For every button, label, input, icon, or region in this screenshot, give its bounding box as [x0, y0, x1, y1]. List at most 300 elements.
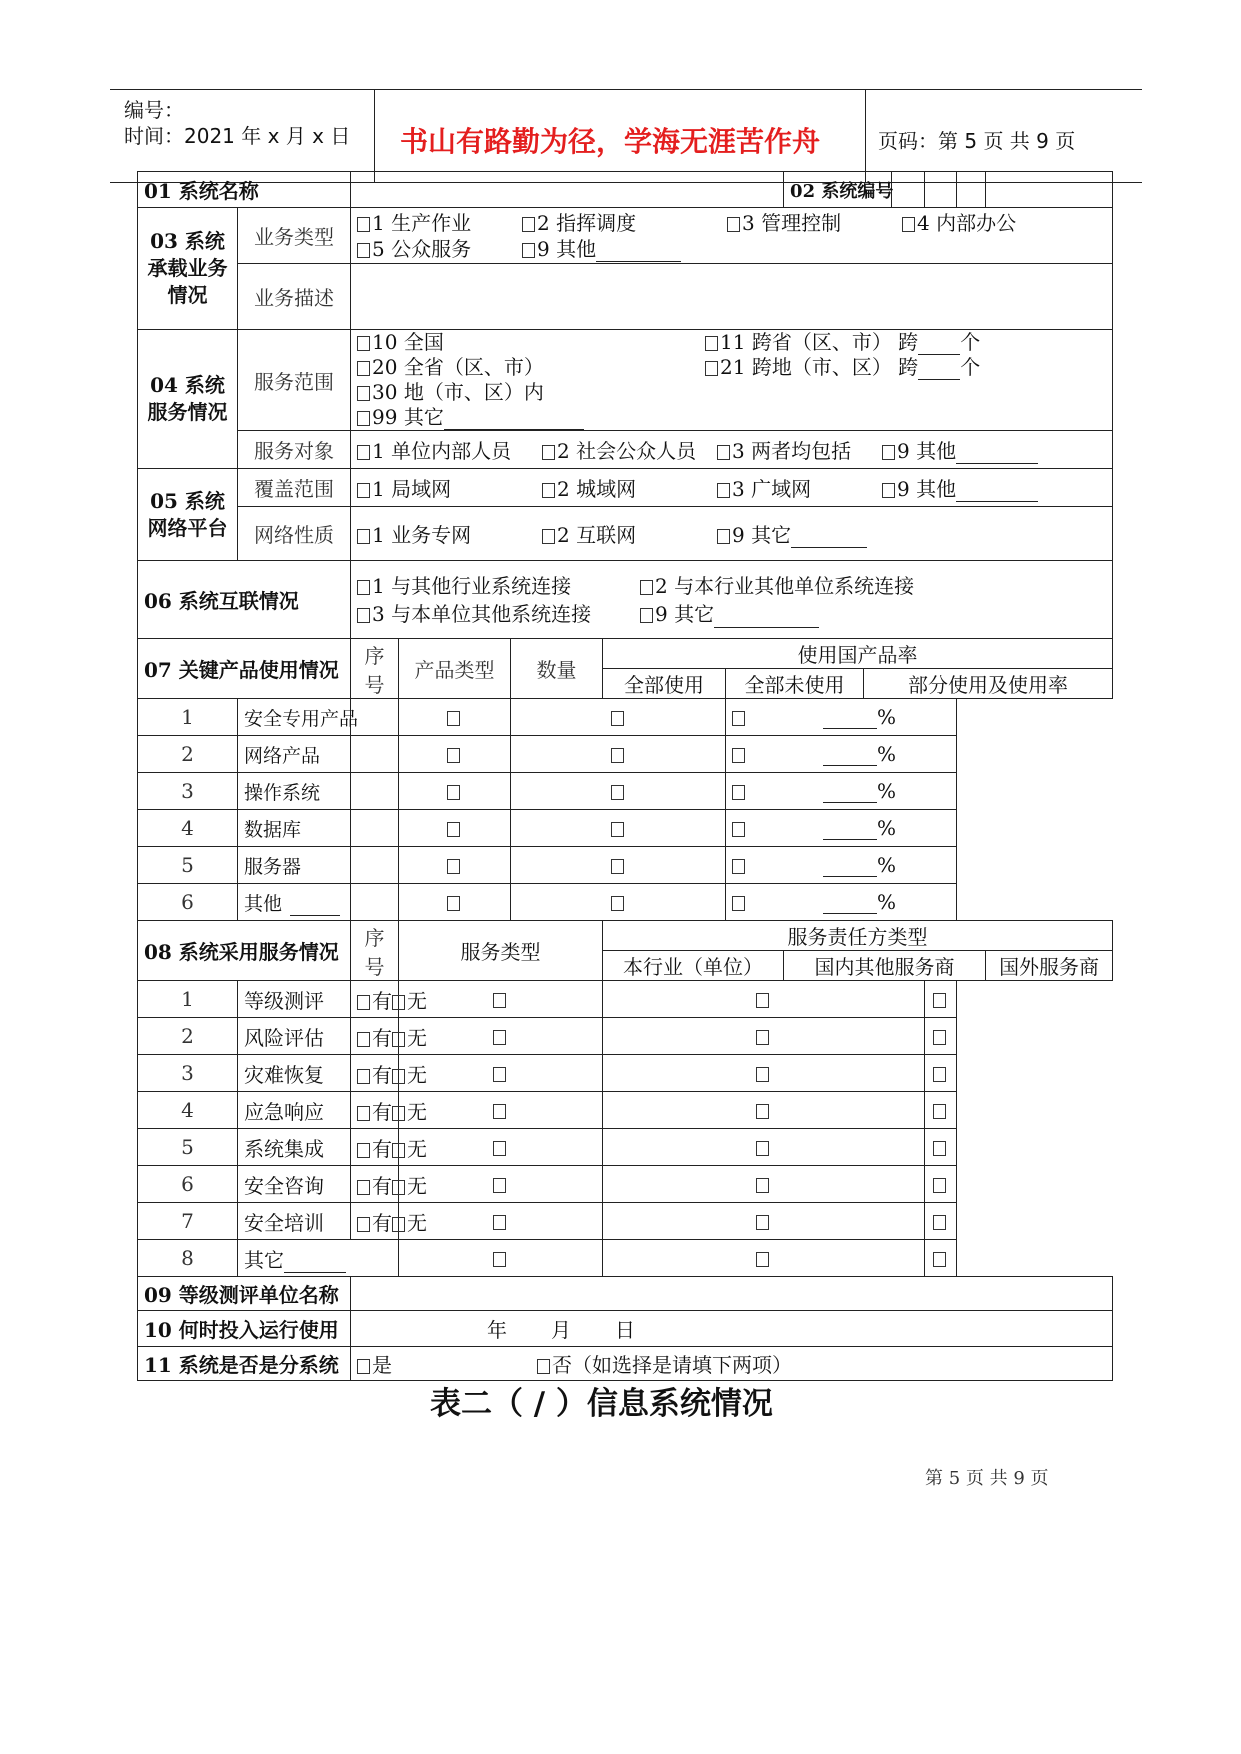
service-have: 有 无 — [351, 1166, 399, 1203]
network-nature-options — [351, 507, 1113, 561]
checkbox-icon[interactable] — [542, 483, 555, 498]
products-type-header: 产品类型 — [399, 639, 511, 699]
product-all-used[interactable] — [399, 884, 511, 921]
row-system-name — [138, 172, 1113, 208]
checkbox-icon[interactable] — [357, 608, 370, 623]
service-type: 其它 — [238, 1240, 399, 1277]
product-partial-used[interactable] — [726, 773, 957, 810]
table-title: 表二（ / ）信息系统情况 — [430, 1386, 773, 1422]
service-seq: 3 — [138, 1055, 238, 1092]
checkbox-icon[interactable] — [882, 483, 895, 498]
assessment-unit-label: 09 等级测评单位名称 — [138, 1277, 351, 1311]
interconnect-other-blank[interactable] — [714, 609, 819, 628]
coverage-opt-1[interactable]: 1 局域网 — [357, 473, 542, 502]
scope-opt-11[interactable]: 11 跨省（区、市） 跨 个 — [705, 330, 980, 355]
subsystem-no[interactable]: 否（如选择是请填下两项） — [537, 1349, 792, 1378]
business-opt-3[interactable]: 3 管理控制 — [727, 210, 902, 236]
checkbox-icon[interactable] — [902, 217, 915, 232]
service-have: 有 无 — [351, 1203, 399, 1240]
header-divider-left — [374, 89, 375, 182]
checkbox-icon[interactable] — [933, 993, 946, 1008]
service-industry[interactable] — [399, 1129, 603, 1166]
checkbox-icon[interactable] — [732, 711, 745, 726]
row-business-desc — [138, 264, 1113, 330]
product-type: 数据库 — [238, 810, 351, 847]
checkbox-icon[interactable] — [357, 386, 370, 401]
checkbox-icon[interactable] — [357, 445, 370, 460]
checkbox-icon[interactable] — [447, 896, 460, 911]
product-all-used[interactable] — [399, 847, 511, 884]
service-have: 有 无 — [351, 1055, 399, 1092]
product-seq: 4 — [138, 810, 238, 847]
product-all-used[interactable] — [399, 736, 511, 773]
service-row — [138, 1055, 1113, 1092]
checkbox-icon[interactable] — [717, 445, 730, 460]
checkbox-icon[interactable] — [611, 896, 624, 911]
service-industry[interactable] — [399, 1092, 603, 1129]
business-opt-4[interactable]: 4 内部办公 — [902, 210, 1016, 236]
service-row — [138, 1166, 1113, 1203]
service-type: 风险评估 — [238, 1018, 351, 1055]
checkbox-icon[interactable] — [493, 1067, 506, 1082]
checkbox-icon[interactable] — [357, 580, 370, 595]
checkbox-icon[interactable] — [357, 361, 370, 376]
service-seq: 1 — [138, 981, 238, 1018]
coverage-other-blank[interactable] — [956, 483, 1038, 502]
service-foreign[interactable] — [925, 1166, 957, 1203]
checkbox-icon[interactable] — [933, 1141, 946, 1156]
service-type: 安全培训 — [238, 1203, 351, 1240]
service-scope-label: 服务范围 — [238, 330, 351, 431]
product-seq: 1 — [138, 699, 238, 736]
checkbox-icon[interactable] — [640, 580, 653, 595]
nature-opt-9[interactable]: 9 其它 — [717, 519, 867, 548]
checkbox-icon[interactable] — [357, 995, 370, 1010]
product-none-used[interactable] — [511, 736, 726, 773]
checkbox-icon[interactable] — [392, 1106, 405, 1121]
checkbox-icon[interactable] — [882, 445, 895, 460]
checkbox-icon[interactable] — [542, 445, 555, 460]
checkbox-icon[interactable] — [933, 1215, 946, 1230]
checkbox-icon[interactable] — [392, 1180, 405, 1195]
product-rate-blank[interactable] — [823, 858, 877, 877]
interconnect-opt-3[interactable]: 3 与本单位其他系统连接 — [357, 600, 640, 628]
system-number-cell-4[interactable] — [986, 172, 1113, 208]
checkbox-icon[interactable] — [705, 336, 718, 351]
services-foreign-header: 国外服务商 — [986, 951, 1113, 981]
document-number-label: 编号： — [124, 98, 184, 122]
product-none-used[interactable] — [511, 773, 726, 810]
checkbox-icon[interactable] — [732, 896, 745, 911]
operation-date-field[interactable] — [351, 1311, 1113, 1347]
row-network-nature — [138, 507, 1113, 561]
product-partial-used[interactable] — [726, 736, 957, 773]
product-other-blank[interactable] — [290, 897, 340, 916]
services-domestic-header: 国内其他服务商 — [784, 951, 986, 981]
service-seq: 8 — [138, 1240, 238, 1277]
checkbox-icon[interactable] — [357, 1106, 370, 1121]
products-partial-header: 部分使用及使用率 — [864, 669, 1113, 699]
nature-opt-2[interactable]: 2 互联网 — [542, 519, 717, 548]
system-number-cell-3[interactable] — [957, 172, 986, 208]
header-divider-right — [865, 89, 866, 182]
checkbox-icon[interactable] — [357, 217, 370, 232]
checkbox-icon[interactable] — [756, 1215, 769, 1230]
row-coverage — [138, 469, 1113, 507]
operation-date-label: 10 何时投入运行使用 — [138, 1311, 351, 1347]
assessment-unit-field[interactable] — [351, 1277, 1113, 1311]
checkbox-icon[interactable] — [732, 822, 745, 837]
product-row — [138, 699, 1113, 736]
system-number-label: 02 系统编号 — [784, 172, 892, 208]
service-industry[interactable] — [399, 1018, 603, 1055]
product-quantity[interactable] — [351, 736, 399, 773]
product-none-used[interactable] — [511, 810, 726, 847]
checkbox-icon[interactable] — [493, 1252, 506, 1267]
business-section-text: 03 系统承载业务情况 — [147, 229, 228, 307]
motto-banner: 书山有路勤为径，学海无涯苦作舟 — [400, 125, 821, 158]
checkbox-icon[interactable] — [357, 483, 370, 498]
service-row — [138, 1129, 1113, 1166]
interconnect-opt-2[interactable]: 2 与本行业其他单位系统连接 — [640, 572, 914, 600]
system-info-form — [137, 171, 1113, 1381]
checkbox-icon[interactable] — [611, 748, 624, 763]
checkbox-icon[interactable] — [727, 217, 740, 232]
product-seq: 6 — [138, 884, 238, 921]
service-seq: 4 — [138, 1092, 238, 1129]
service-section-label: 04 系统服务情况 — [138, 330, 238, 469]
system-number-cell-1[interactable] — [892, 172, 925, 208]
header-top-line — [110, 89, 1142, 90]
checkbox-icon[interactable] — [357, 1069, 370, 1084]
checkbox-icon[interactable] — [493, 993, 506, 1008]
checkbox-icon[interactable] — [493, 1141, 506, 1156]
checkbox-icon[interactable] — [705, 361, 718, 376]
product-row — [138, 810, 1113, 847]
network-section-label: 05 系统网络平台 — [138, 469, 238, 561]
checkbox-icon[interactable] — [537, 1359, 550, 1374]
product-type: 其他 — [238, 884, 351, 921]
product-rate-blank[interactable] — [823, 895, 877, 914]
coverage-label: 覆盖范围 — [238, 469, 351, 507]
row-service-object — [138, 431, 1113, 469]
checkbox-icon[interactable] — [717, 529, 730, 544]
checkbox-icon[interactable] — [732, 748, 745, 763]
service-seq: 2 — [138, 1018, 238, 1055]
products-seq-header: 序号 — [351, 639, 399, 699]
scope-other-blank[interactable] — [444, 411, 584, 430]
percent-sign: % — [877, 742, 897, 766]
object-opt-3[interactable]: 3 两者均包括 — [717, 435, 882, 464]
service-domestic[interactable] — [603, 981, 925, 1018]
checkbox-icon[interactable] — [756, 1141, 769, 1156]
product-type: 网络产品 — [238, 736, 351, 773]
product-seq: 3 — [138, 773, 238, 810]
row-business-type — [138, 208, 1113, 264]
service-type: 等级测评 — [238, 981, 351, 1018]
checkbox-icon[interactable] — [357, 1180, 370, 1195]
product-quantity[interactable] — [351, 884, 399, 921]
service-industry[interactable] — [399, 1055, 603, 1092]
percent-sign: % — [877, 779, 897, 803]
checkbox-icon[interactable] — [717, 483, 730, 498]
checkbox-icon[interactable] — [447, 785, 460, 800]
checkbox-icon[interactable] — [640, 608, 653, 623]
service-domestic[interactable] — [603, 1092, 925, 1129]
checkbox-icon[interactable] — [392, 1143, 405, 1158]
services-industry-header: 本行业（单位） — [603, 951, 784, 981]
interconnection-options — [351, 561, 1113, 639]
service-object-label: 服务对象 — [238, 431, 351, 469]
checkbox-icon[interactable] — [493, 1215, 506, 1230]
checkbox-icon[interactable] — [493, 1178, 506, 1193]
checkbox-icon[interactable] — [756, 1178, 769, 1193]
product-partial-used[interactable] — [726, 847, 957, 884]
service-seq: 7 — [138, 1203, 238, 1240]
coverage-opt-9[interactable]: 9 其他 — [882, 473, 1038, 502]
service-foreign[interactable] — [925, 1018, 957, 1055]
product-type: 操作系统 — [238, 773, 351, 810]
checkbox-icon[interactable] — [933, 1104, 946, 1119]
product-all-used[interactable] — [399, 699, 511, 736]
checkbox-icon[interactable] — [522, 243, 535, 258]
product-seq: 5 — [138, 847, 238, 884]
business-other-blank[interactable] — [596, 243, 681, 262]
year-label: 年 — [487, 1318, 508, 1342]
nature-opt-1[interactable]: 1 业务专网 — [357, 519, 542, 548]
object-opt-9[interactable]: 9 其他 — [882, 435, 1038, 464]
checkbox-icon[interactable] — [542, 529, 555, 544]
checkbox-icon[interactable] — [392, 995, 405, 1010]
service-type: 安全咨询 — [238, 1166, 351, 1203]
percent-sign: % — [877, 890, 897, 914]
object-other-blank[interactable] — [956, 445, 1038, 464]
checkbox-icon[interactable] — [611, 785, 624, 800]
service-type: 系统集成 — [238, 1129, 351, 1166]
service-industry[interactable] — [399, 981, 603, 1018]
row-assessment-unit — [138, 1277, 1113, 1311]
services-type-header: 服务类型 — [399, 921, 603, 981]
service-row — [138, 1018, 1113, 1055]
checkbox-icon[interactable] — [522, 217, 535, 232]
product-row — [138, 736, 1113, 773]
product-row — [138, 773, 1113, 810]
product-row — [138, 884, 1113, 921]
product-none-used[interactable] — [511, 847, 726, 884]
scope-opt-20[interactable]: 20 全省（区、市） — [357, 355, 705, 380]
row-operation-date — [138, 1311, 1113, 1347]
checkbox-icon[interactable] — [732, 785, 745, 800]
scope-opt-21[interactable]: 21 跨地（市、区） 跨 个 — [705, 355, 980, 380]
service-foreign[interactable] — [925, 1055, 957, 1092]
product-seq: 2 — [138, 736, 238, 773]
business-opt-5[interactable]: 5 公众服务 — [357, 236, 522, 262]
products-none-header: 全部未使用 — [726, 669, 864, 699]
checkbox-icon[interactable] — [357, 529, 370, 544]
checkbox-icon[interactable] — [357, 336, 370, 351]
product-type: 服务器 — [238, 847, 351, 884]
service-foreign[interactable] — [925, 1203, 957, 1240]
checkbox-icon[interactable] — [392, 1032, 405, 1047]
checkbox-icon[interactable] — [611, 711, 624, 726]
checkbox-icon[interactable] — [756, 1030, 769, 1045]
day-label: 日 — [615, 1318, 636, 1342]
service-industry[interactable] — [399, 1203, 603, 1240]
product-all-used[interactable] — [399, 773, 511, 810]
row-products-header-1 — [138, 639, 1113, 669]
scope-11-count-blank[interactable] — [918, 336, 960, 355]
product-quantity[interactable] — [351, 773, 399, 810]
object-opt-1[interactable]: 1 单位内部人员 — [357, 435, 542, 464]
service-scope-options — [351, 330, 1113, 431]
percent-sign: % — [877, 816, 897, 840]
checkbox-icon[interactable] — [357, 1032, 370, 1047]
checkbox-icon[interactable] — [933, 1030, 946, 1045]
business-type-options — [351, 208, 1113, 264]
product-row — [138, 847, 1113, 884]
service-domestic[interactable] — [603, 1055, 925, 1092]
business-opt-1[interactable]: 1 生产作业 — [357, 210, 522, 236]
service-row — [138, 1092, 1113, 1129]
scope-opt-30[interactable]: 30 地（市、区）内 — [357, 380, 544, 405]
row-subsystem — [138, 1347, 1113, 1381]
document-time-label: 时间：2021 年 x 月 x 日 — [124, 124, 351, 148]
service-industry[interactable] — [399, 1240, 603, 1277]
system-name-field[interactable] — [351, 172, 784, 208]
product-rate-blank[interactable] — [823, 747, 877, 766]
product-rate-blank[interactable] — [823, 784, 877, 803]
checkbox-icon[interactable] — [392, 1069, 405, 1084]
network-nature-label: 网络性质 — [238, 507, 351, 561]
scope-opt-10[interactable]: 10 全国 — [357, 330, 705, 355]
month-label: 月 — [551, 1318, 572, 1342]
service-seq: 5 — [138, 1129, 238, 1166]
service-seq: 6 — [138, 1166, 238, 1203]
product-rate-blank[interactable] — [823, 710, 877, 729]
service-row — [138, 1203, 1113, 1240]
product-none-used[interactable] — [511, 699, 726, 736]
checkbox-icon[interactable] — [756, 993, 769, 1008]
services-seq-header: 序号 — [351, 921, 399, 981]
service-row — [138, 1240, 1113, 1277]
service-domestic[interactable] — [603, 1240, 925, 1277]
scope-opt-99[interactable]: 99 其它 — [357, 405, 584, 430]
checkbox-icon[interactable] — [447, 859, 460, 874]
service-domestic[interactable] — [603, 1166, 925, 1203]
checkbox-icon[interactable] — [611, 859, 624, 874]
services-resp-header: 服务责任方类型 — [603, 921, 1113, 951]
service-foreign[interactable] — [925, 1129, 957, 1166]
percent-sign: % — [877, 853, 897, 877]
row-service-scope — [138, 330, 1113, 431]
service-row — [138, 981, 1113, 1018]
service-domestic[interactable] — [603, 1203, 925, 1240]
product-partial-used[interactable] — [726, 810, 957, 847]
system-number-cell-2[interactable] — [925, 172, 957, 208]
key-products-label: 07 关键产品使用情况 — [138, 639, 351, 699]
service-domestic[interactable] — [603, 1129, 925, 1166]
subsystem-yes[interactable]: 是 — [357, 1349, 537, 1378]
subsystem-options — [351, 1347, 1113, 1381]
interconnect-opt-9[interactable]: 9 其它 — [640, 600, 819, 628]
business-desc-label: 业务描述 — [238, 264, 351, 330]
products-all-header: 全部使用 — [603, 669, 726, 699]
service-other-blank[interactable] — [284, 1254, 346, 1273]
interconnection-label: 06 系统互联情况 — [138, 561, 351, 639]
checkbox-icon[interactable] — [447, 748, 460, 763]
checkbox-icon[interactable] — [357, 411, 370, 426]
service-type: 应急响应 — [238, 1092, 351, 1129]
service-foreign[interactable] — [925, 1240, 957, 1277]
checkbox-icon[interactable] — [756, 1252, 769, 1267]
business-opt-9[interactable]: 9 其他 — [522, 236, 681, 262]
checkbox-icon[interactable] — [357, 1143, 370, 1158]
coverage-opt-2[interactable]: 2 城域网 — [542, 473, 717, 502]
coverage-options — [351, 469, 1113, 507]
checkbox-icon[interactable] — [447, 822, 460, 837]
checkbox-icon[interactable] — [493, 1030, 506, 1045]
product-quantity[interactable] — [351, 847, 399, 884]
coverage-opt-3[interactable]: 3 广域网 — [717, 473, 882, 502]
checkbox-icon[interactable] — [933, 1252, 946, 1267]
checkbox-icon[interactable] — [357, 243, 370, 258]
product-all-used[interactable] — [399, 810, 511, 847]
service-industry[interactable] — [399, 1166, 603, 1203]
row-services-header-1 — [138, 921, 1113, 951]
checkbox-icon[interactable] — [933, 1178, 946, 1193]
checkbox-icon[interactable] — [493, 1104, 506, 1119]
checkbox-icon[interactable] — [357, 1359, 370, 1374]
checkbox-icon[interactable] — [933, 1067, 946, 1082]
business-section-label — [138, 208, 238, 330]
product-rate-blank[interactable] — [823, 821, 877, 840]
checkbox-icon[interactable] — [732, 859, 745, 874]
business-desc-field[interactable] — [351, 264, 1113, 330]
product-partial-used[interactable] — [726, 699, 957, 736]
nature-other-blank[interactable] — [791, 529, 867, 548]
scope-21-count-blank[interactable] — [918, 361, 960, 380]
object-opt-2[interactable]: 2 社会公众人员 — [542, 435, 717, 464]
subsystem-label: 11 系统是否是分系统 — [138, 1347, 351, 1381]
products-rate-header: 使用国产品率 — [603, 639, 1113, 669]
service-have: 有 无 — [351, 981, 399, 1018]
row-interconnection — [138, 561, 1113, 639]
service-domestic[interactable] — [603, 1018, 925, 1055]
products-qty-header: 数量 — [511, 639, 603, 699]
interconnect-opt-1[interactable]: 1 与其他行业系统连接 — [357, 572, 640, 600]
product-partial-used[interactable] — [726, 884, 957, 921]
service-type: 灾难恢复 — [238, 1055, 351, 1092]
checkbox-icon[interactable] — [447, 711, 460, 726]
product-none-used[interactable] — [511, 884, 726, 921]
service-foreign[interactable] — [925, 1092, 957, 1129]
business-opt-2[interactable]: 2 指挥调度 — [522, 210, 727, 236]
product-quantity[interactable] — [351, 810, 399, 847]
page-indicator: 页码：第 5 页 共 9 页 — [878, 129, 1076, 153]
product-type: 安全专用产品 — [238, 699, 351, 736]
service-have: 有 无 — [351, 1092, 399, 1129]
checkbox-icon[interactable] — [357, 1217, 370, 1232]
service-foreign[interactable] — [925, 981, 957, 1018]
page-footer: 第 5 页 共 9 页 — [925, 1468, 1049, 1489]
services-label: 08 系统采用服务情况 — [138, 921, 351, 981]
percent-sign: % — [877, 705, 897, 729]
service-have: 有 无 — [351, 1018, 399, 1055]
checkbox-icon[interactable] — [756, 1067, 769, 1082]
checkbox-icon[interactable] — [611, 822, 624, 837]
checkbox-icon[interactable] — [392, 1217, 405, 1232]
checkbox-icon[interactable] — [756, 1104, 769, 1119]
